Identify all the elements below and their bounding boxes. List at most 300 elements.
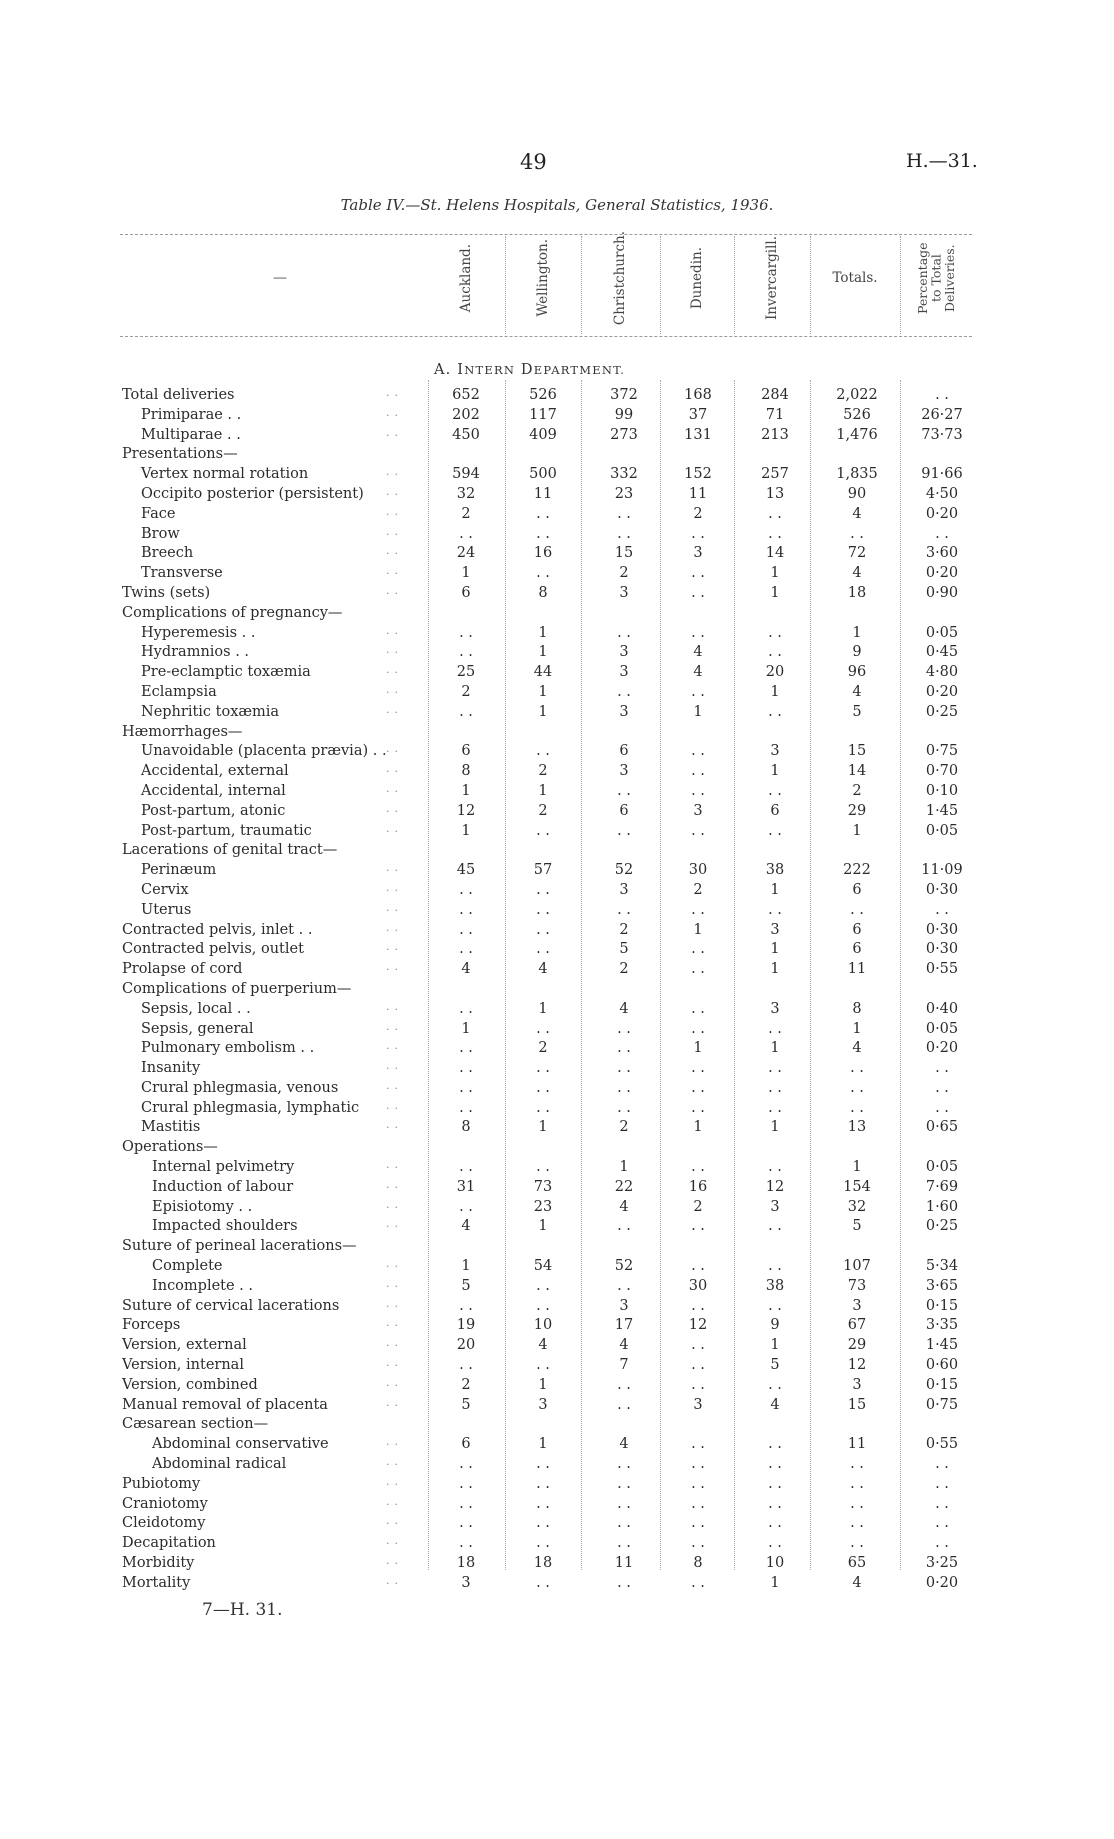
cell-totals: 96 — [847, 664, 867, 681]
cell-christchurch: 3 — [619, 664, 629, 681]
cell-auckland: . . — [459, 1159, 473, 1176]
row-label: Internal pelvimetry — [152, 1159, 295, 1176]
cell-auckland: 450 — [452, 426, 480, 443]
cell-totals: 29 — [847, 802, 867, 819]
cell-auckland: . . — [459, 1535, 473, 1552]
table-row — [0, 1059, 1114, 1079]
table-row — [0, 406, 1114, 426]
cell-percentage: 0·65 — [925, 1119, 959, 1136]
cell-totals: 4 — [852, 505, 862, 522]
header-percentage — [900, 222, 972, 334]
cell-christchurch: . . — [617, 822, 631, 839]
row-leader-dots: ·· — [386, 1042, 403, 1056]
cell-dunedin: 4 — [693, 644, 703, 661]
header-invercargill — [734, 222, 810, 334]
cell-totals: . . — [850, 1099, 864, 1116]
table-row — [0, 980, 1114, 1000]
cell-dunedin: 1 — [693, 703, 703, 720]
cell-totals: 29 — [847, 1337, 867, 1354]
table-row — [0, 1336, 1114, 1356]
cell-percentage: 1·45 — [925, 802, 959, 819]
cell-wellington: 1 — [538, 624, 548, 641]
table-row — [0, 1257, 1114, 1277]
cell-invercargill: 1 — [770, 961, 780, 978]
section-word-1-initial: I — [457, 362, 465, 378]
cell-invercargill: . . — [768, 1456, 782, 1473]
row-leader-dots: ·· — [386, 666, 403, 680]
cell-dunedin: 1 — [693, 921, 703, 938]
cell-invercargill: . . — [768, 1079, 782, 1096]
cell-auckland: 2 — [461, 505, 471, 522]
row-label: Twins (sets) — [122, 584, 211, 601]
table-row — [0, 1158, 1114, 1178]
cell-invercargill: . . — [768, 505, 782, 522]
cell-invercargill: 1 — [770, 1119, 780, 1136]
cell-dunedin: 2 — [693, 881, 703, 898]
row-label: Lacerations of genital tract— — [122, 842, 338, 859]
cell-wellington: 57 — [533, 862, 553, 879]
row-label: Pulmonary embolism . . — [141, 1040, 315, 1057]
cell-auckland: 6 — [461, 584, 471, 601]
cell-totals: 2 — [852, 782, 862, 799]
cell-christchurch: 4 — [619, 1337, 629, 1354]
cell-dunedin: . . — [691, 525, 705, 542]
cell-auckland: . . — [459, 1079, 473, 1096]
cell-dunedin: 152 — [684, 466, 712, 483]
cell-auckland: . . — [459, 1040, 473, 1057]
cell-auckland: 2 — [461, 683, 471, 700]
cell-dunedin: 2 — [693, 1198, 703, 1215]
table-row — [0, 1099, 1114, 1119]
cell-christchurch: 2 — [619, 961, 629, 978]
row-label: Hyperemesis . . — [141, 624, 256, 641]
row-label: Vertex normal rotation — [141, 466, 309, 483]
row-leader-dots: ·· — [386, 963, 403, 977]
cell-wellington: 11 — [533, 485, 553, 502]
cell-christchurch: . . — [617, 1079, 631, 1096]
table-row — [0, 742, 1114, 762]
cell-totals: 15 — [847, 1396, 867, 1413]
cell-dunedin: . . — [691, 961, 705, 978]
cell-wellington: 1 — [538, 703, 548, 720]
cell-wellington: . . — [536, 1515, 550, 1532]
row-label: Primiparae . . — [141, 406, 242, 423]
row-label: Decapitation — [122, 1535, 216, 1552]
row-leader-dots: ·· — [386, 468, 403, 482]
cell-percentage: 0·25 — [925, 1218, 959, 1235]
cell-invercargill: 1 — [770, 1574, 780, 1591]
cell-wellington: 1 — [538, 1376, 548, 1393]
cell-wellington: 54 — [533, 1258, 553, 1275]
cell-wellington: 3 — [538, 1396, 548, 1413]
cell-invercargill: 1 — [770, 881, 780, 898]
row-label: Post-partum, traumatic — [141, 822, 312, 839]
cell-wellington: . . — [536, 1079, 550, 1096]
cell-christchurch: 3 — [619, 644, 629, 661]
cell-invercargill: 1 — [770, 565, 780, 582]
cell-auckland: . . — [459, 644, 473, 661]
cell-auckland: . . — [459, 1099, 473, 1116]
cell-dunedin: . . — [691, 1535, 705, 1552]
cell-auckland: 20 — [456, 1337, 476, 1354]
cell-totals: . . — [850, 1475, 864, 1492]
cell-wellington: . . — [536, 525, 550, 542]
cell-wellington: 44 — [533, 664, 553, 681]
cell-dunedin: 4 — [693, 664, 703, 681]
cell-auckland: 1 — [461, 822, 471, 839]
cell-wellington: 1 — [538, 1436, 548, 1453]
header-dunedin — [660, 222, 734, 334]
cell-wellington: . . — [536, 1060, 550, 1077]
cell-dunedin: . . — [691, 1337, 705, 1354]
cell-wellington: . . — [536, 743, 550, 760]
table-row — [0, 1316, 1114, 1336]
cell-percentage: 3·65 — [925, 1277, 959, 1294]
row-leader-dots: ·· — [386, 1299, 403, 1313]
row-leader-dots: ·· — [386, 864, 403, 878]
cell-totals: 1,835 — [836, 466, 878, 483]
cell-wellington: 1 — [538, 1119, 548, 1136]
cell-wellington: 526 — [529, 387, 557, 403]
row-leader-dots: ·· — [386, 1497, 403, 1511]
row-leader-dots: ·· — [386, 1062, 403, 1076]
cell-invercargill: . . — [768, 1060, 782, 1077]
cell-percentage: 0·20 — [925, 1574, 959, 1591]
cell-wellington: 117 — [529, 406, 557, 423]
cell-dunedin: . . — [691, 1475, 705, 1492]
row-label: Manual removal of placenta — [122, 1396, 328, 1413]
row-leader-dots: ·· — [386, 428, 403, 442]
header-invercargill-text: Invercargill. — [763, 235, 780, 321]
row-leader-dots: ·· — [386, 507, 403, 521]
cell-totals: 11 — [847, 1436, 867, 1453]
cell-percentage: . . — [935, 1535, 949, 1552]
cell-christchurch: 372 — [610, 387, 638, 403]
row-label: Accidental, internal — [141, 782, 286, 799]
header-christchurch — [581, 222, 660, 334]
cell-totals: . . — [850, 525, 864, 542]
cell-totals: 107 — [843, 1258, 871, 1275]
cell-totals: . . — [850, 1060, 864, 1077]
row-leader-dots: ·· — [386, 784, 403, 798]
table-row — [0, 921, 1114, 941]
cell-christchurch: 4 — [619, 1198, 629, 1215]
cell-auckland: 12 — [456, 802, 476, 819]
table-row — [0, 1396, 1114, 1416]
cell-christchurch: . . — [617, 1495, 631, 1512]
row-leader-dots: ·· — [386, 923, 403, 937]
table-row — [0, 1079, 1114, 1099]
cell-percentage: 0·15 — [925, 1376, 959, 1393]
row-leader-dots: ·· — [386, 745, 403, 759]
table-row — [0, 1475, 1114, 1495]
cell-invercargill: 5 — [770, 1357, 780, 1374]
cell-dunedin: . . — [691, 1357, 705, 1374]
cell-christchurch: 2 — [619, 1119, 629, 1136]
table-row — [0, 1435, 1114, 1455]
row-label: Complications of pregnancy— — [122, 604, 343, 621]
cell-dunedin: . . — [691, 901, 705, 918]
cell-totals: 222 — [843, 862, 871, 879]
cell-invercargill: 4 — [770, 1396, 780, 1413]
cell-dunedin: . . — [691, 1495, 705, 1512]
row-label: Version, internal — [122, 1357, 244, 1374]
cell-christchurch: 3 — [619, 703, 629, 720]
cell-percentage: 0·20 — [925, 683, 959, 700]
cell-totals: . . — [850, 1495, 864, 1512]
section-word-2-rest: EPARTMENT. — [533, 363, 626, 377]
cell-percentage: 0·05 — [925, 1020, 959, 1037]
cell-totals: 1 — [852, 1020, 862, 1037]
cell-wellington: . . — [536, 822, 550, 839]
cell-auckland: 5 — [461, 1277, 471, 1294]
cell-auckland: 1 — [461, 1258, 471, 1275]
cell-dunedin: 30 — [688, 1277, 708, 1294]
cell-wellington: 16 — [533, 545, 553, 562]
table-row — [0, 802, 1114, 822]
row-leader-dots: ·· — [386, 1477, 403, 1491]
cell-christchurch: 332 — [610, 466, 638, 483]
cell-totals: 15 — [847, 743, 867, 760]
cell-wellington: . . — [536, 921, 550, 938]
table-row — [0, 1297, 1114, 1317]
cell-percentage: 3·60 — [925, 545, 959, 562]
cell-invercargill: . . — [768, 901, 782, 918]
row-label: Pre-eclamptic toxæmia — [141, 664, 311, 681]
cell-christchurch: . . — [617, 1099, 631, 1116]
row-leader-dots: ·· — [386, 804, 403, 818]
cell-totals: 67 — [847, 1317, 867, 1334]
cell-totals: 9 — [852, 644, 862, 661]
row-label: Impacted shoulders — [152, 1218, 298, 1235]
row-leader-dots: ·· — [386, 547, 403, 561]
row-label: Cleidotomy — [122, 1515, 206, 1532]
cell-totals: 8 — [852, 1000, 862, 1017]
cell-percentage: 5·34 — [925, 1258, 959, 1275]
cell-dunedin: . . — [691, 941, 705, 958]
cell-percentage: 4·50 — [925, 485, 959, 502]
row-label: Multiparae . . — [141, 426, 241, 443]
header-wellington-text: Wellington. — [534, 239, 551, 317]
cell-dunedin: . . — [691, 565, 705, 582]
cell-wellington: . . — [536, 1099, 550, 1116]
cell-percentage: 3·25 — [925, 1555, 959, 1572]
cell-percentage: 0·55 — [925, 1436, 959, 1453]
cell-wellington: . . — [536, 1456, 550, 1473]
cell-christchurch: 2 — [619, 921, 629, 938]
row-leader-dots: ·· — [386, 1537, 403, 1551]
cell-dunedin: . . — [691, 1574, 705, 1591]
cell-percentage: 0·20 — [925, 505, 959, 522]
cell-auckland: 32 — [456, 485, 476, 502]
cell-auckland: . . — [459, 941, 473, 958]
cell-percentage: 0·05 — [925, 822, 959, 839]
cell-invercargill: 1 — [770, 584, 780, 601]
cell-invercargill: 1 — [770, 763, 780, 780]
cell-auckland: 2 — [461, 1376, 471, 1393]
cell-totals: 1 — [852, 822, 862, 839]
table-row — [0, 1000, 1114, 1020]
row-leader-dots: ·· — [386, 1220, 403, 1234]
row-label: Contracted pelvis, inlet . . — [122, 921, 313, 938]
row-leader-dots: ·· — [386, 883, 403, 897]
cell-percentage: 0·20 — [925, 1040, 959, 1057]
cell-wellington: 1 — [538, 683, 548, 700]
cell-dunedin: . . — [691, 1060, 705, 1077]
row-leader-dots: ·· — [386, 1576, 403, 1590]
table-row — [0, 426, 1114, 446]
row-label: Complete — [152, 1258, 223, 1275]
row-leader-dots: ·· — [386, 1517, 403, 1531]
row-label: Pubiotomy — [122, 1475, 201, 1492]
cell-totals: 5 — [852, 703, 862, 720]
cell-invercargill: 10 — [765, 1555, 785, 1572]
table-row — [0, 723, 1114, 743]
cell-auckland: . . — [459, 1297, 473, 1314]
cell-wellington: . . — [536, 1475, 550, 1492]
cell-auckland: 24 — [456, 545, 476, 562]
table-row — [0, 782, 1114, 802]
table-row — [0, 762, 1114, 782]
cell-percentage: 0·10 — [925, 782, 959, 799]
cell-percentage: 0·70 — [925, 763, 959, 780]
row-label: Eclampsia — [141, 683, 217, 700]
table-row — [0, 1217, 1114, 1237]
cell-auckland: 4 — [461, 961, 471, 978]
row-leader-dots: ·· — [386, 1438, 403, 1452]
table-row — [0, 1574, 1114, 1594]
cell-invercargill: 1 — [770, 941, 780, 958]
table-row — [0, 1277, 1114, 1297]
section-word-2-initial: D — [520, 362, 534, 378]
table-row — [0, 822, 1114, 842]
cell-totals: . . — [850, 1079, 864, 1096]
cell-wellington: . . — [536, 505, 550, 522]
row-label: Face — [141, 505, 176, 522]
cell-totals: . . — [850, 1535, 864, 1552]
cell-dunedin: 3 — [693, 802, 703, 819]
row-leader-dots: ·· — [386, 705, 403, 719]
cell-christchurch: . . — [617, 1218, 631, 1235]
table-row — [0, 841, 1114, 861]
cell-percentage: . . — [935, 1515, 949, 1532]
row-label: Sepsis, local . . — [141, 1000, 251, 1017]
cell-totals: 2,022 — [836, 387, 878, 403]
table-row — [0, 1198, 1114, 1218]
cell-percentage: 0·25 — [925, 703, 959, 720]
cell-invercargill: . . — [768, 782, 782, 799]
cell-auckland: 1 — [461, 1020, 471, 1037]
cell-christchurch: 23 — [614, 485, 634, 502]
table-row — [0, 445, 1114, 465]
cell-invercargill: . . — [768, 624, 782, 641]
cell-invercargill: . . — [768, 1297, 782, 1314]
row-leader-dots: ·· — [386, 1319, 403, 1333]
cell-auckland: 8 — [461, 1119, 471, 1136]
row-leader-dots: ·· — [386, 1180, 403, 1194]
cell-wellington: . . — [536, 941, 550, 958]
cell-dunedin: 1 — [693, 1119, 703, 1136]
cell-auckland: 4 — [461, 1218, 471, 1235]
document-code: H.—31. — [906, 150, 978, 172]
table-row — [0, 386, 1114, 406]
cell-totals: 13 — [847, 1119, 867, 1136]
cell-invercargill: 1 — [770, 683, 780, 700]
row-label: Sepsis, general — [141, 1020, 254, 1037]
cell-dunedin: 30 — [688, 862, 708, 879]
cell-wellington: . . — [536, 1297, 550, 1314]
header-christchurch-text: Christchurch. — [612, 230, 628, 326]
cell-christchurch: 3 — [619, 1297, 629, 1314]
table-row — [0, 1554, 1114, 1574]
cell-wellington: . . — [536, 1357, 550, 1374]
table-row — [0, 1514, 1114, 1534]
cell-totals: 18 — [847, 584, 867, 601]
cell-christchurch: 5 — [619, 941, 629, 958]
cell-christchurch: 52 — [614, 1258, 634, 1275]
cell-invercargill: . . — [768, 1436, 782, 1453]
cell-dunedin: . . — [691, 763, 705, 780]
row-label: Hæmorrhages— — [122, 723, 243, 740]
header-dash: — — [273, 270, 287, 286]
row-label: Insanity — [141, 1060, 201, 1077]
cell-totals: 11 — [847, 961, 867, 978]
cell-christchurch: 273 — [610, 426, 638, 443]
row-label: Cæsarean section— — [122, 1416, 269, 1433]
cell-dunedin: . . — [691, 1218, 705, 1235]
row-label: Abdominal conservative — [152, 1436, 329, 1453]
row-label: Complications of puerperium— — [122, 980, 352, 997]
cell-totals: 4 — [852, 683, 862, 700]
cell-wellington: 1 — [538, 1000, 548, 1017]
cell-auckland: 1 — [461, 782, 471, 799]
cell-auckland: 6 — [461, 1436, 471, 1453]
table-row — [0, 1455, 1114, 1475]
row-leader-dots: ·· — [386, 903, 403, 917]
cell-auckland: 6 — [461, 743, 471, 760]
table-caption: Table IV.—St. Helens Hospitals, General Statistics, 1936. — [340, 196, 774, 214]
cell-invercargill: 20 — [765, 664, 785, 681]
row-label: Crural phlegmasia, venous — [141, 1079, 339, 1096]
cell-auckland: . . — [459, 881, 473, 898]
row-label: Abdominal radical — [152, 1456, 287, 1473]
table-row — [0, 1495, 1114, 1515]
cell-dunedin: 37 — [688, 406, 708, 423]
cell-totals: 12 — [847, 1357, 867, 1374]
cell-invercargill: . . — [768, 1495, 782, 1512]
cell-auckland: . . — [459, 1357, 473, 1374]
cell-totals: 32 — [847, 1198, 867, 1215]
row-leader-dots: ·· — [386, 943, 403, 957]
cell-invercargill: 213 — [761, 426, 789, 443]
row-leader-dots: ·· — [386, 1260, 403, 1274]
table-row — [0, 1039, 1114, 1059]
cell-totals: 90 — [847, 485, 867, 502]
cell-wellington: 1 — [538, 782, 548, 799]
table-row — [0, 940, 1114, 960]
cell-wellington: 10 — [533, 1317, 553, 1334]
row-label: Brow — [141, 525, 180, 542]
cell-auckland: 594 — [452, 466, 480, 483]
section-title — [434, 362, 625, 378]
cell-auckland: . . — [459, 703, 473, 720]
cell-wellington: . . — [536, 565, 550, 582]
row-leader-dots: ·· — [386, 685, 403, 699]
cell-percentage: 11·09 — [921, 862, 963, 879]
table-row — [0, 683, 1114, 703]
cell-dunedin: 131 — [684, 426, 712, 443]
cell-christchurch: 15 — [614, 545, 634, 562]
